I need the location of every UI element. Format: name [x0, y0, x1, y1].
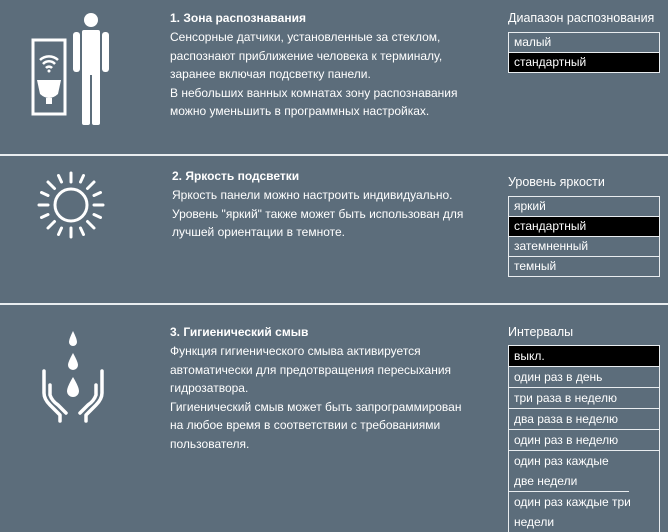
option-twice-a-week[interactable]: два раза в неделю	[509, 409, 659, 430]
section-description: Яркость панели можно настроить индивидуально. Уровень "яркий" также может быть использован для лучшей ориентации в темноте.	[172, 188, 464, 239]
section-description: Функция гигиенического смыва активируется автоматически для предотвращения пересыхания гидрозатвора. Гигиенический смыв может быть запрограммирован на любое время в соответствии с требованиями пользователя.	[170, 344, 462, 451]
option-once-a-week[interactable]: один раз в неделю	[509, 430, 659, 451]
person-terminal-icon	[28, 10, 124, 130]
hygienic-flush-text	[170, 323, 490, 453]
options-label: Уровень яркости	[508, 175, 605, 189]
option-standard[interactable]: стандартный	[509, 217, 659, 237]
section-hygienic-flush	[0, 305, 668, 532]
brightness-text	[172, 167, 492, 242]
water-drops-hands-icon	[40, 327, 106, 423]
section-title: 3. Гигиенический смыв	[170, 325, 309, 339]
options-label: Диапазон распознования	[508, 11, 655, 25]
option-three-times-a-week[interactable]: три раза в неделю	[509, 388, 659, 409]
section-brightness	[0, 156, 668, 304]
option-standard[interactable]: стандартный	[509, 53, 659, 72]
option-once-a-day[interactable]: один раз в день	[509, 367, 659, 388]
option-once-every-two-weeks[interactable]: один раз каждые две недели	[509, 451, 629, 492]
detection-zone-text	[170, 9, 490, 121]
section-title: 2. Яркость подсветки	[172, 169, 300, 183]
options-label: Интервалы	[508, 325, 574, 339]
section-detection-zone	[0, 0, 668, 155]
section-description: Сенсорные датчики, установленные за стеклом, распознают приближение человека к терминалу, заранее включая подсветку панели. В небольших ванных комнатах зону распознавания можно уменьшить в программных настройках.	[170, 30, 458, 118]
interval-options	[508, 345, 660, 532]
option-once-every-three-weeks[interactable]: один раз каждые три недели	[514, 495, 631, 529]
brightness-options	[508, 196, 660, 277]
option-small[interactable]: малый	[509, 33, 659, 53]
detection-range-options	[508, 32, 660, 73]
option-dark[interactable]: темный	[514, 259, 557, 273]
sun-icon	[36, 170, 106, 240]
section-title: 1. Зона распознавания	[170, 11, 306, 25]
option-bright[interactable]: яркий	[509, 197, 659, 217]
option-dimmed[interactable]: затемненный	[509, 237, 659, 257]
option-off[interactable]: выкл.	[509, 346, 659, 367]
